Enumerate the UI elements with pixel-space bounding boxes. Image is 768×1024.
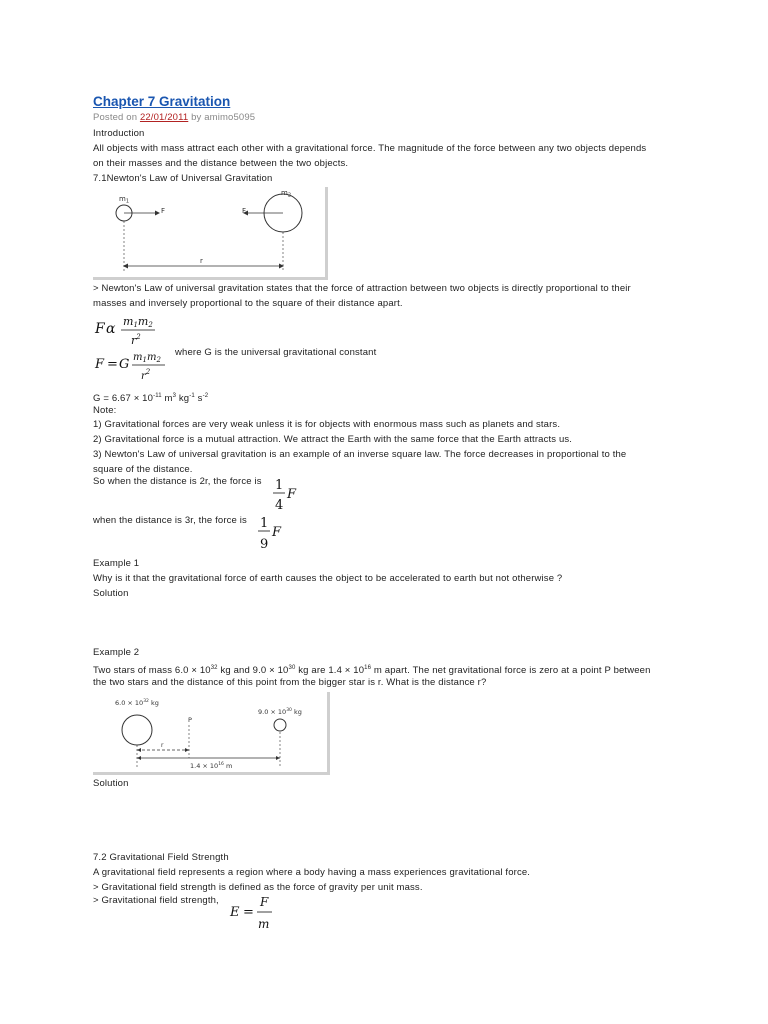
two-masses-diagram (93, 187, 325, 277)
example-1-solution: Solution (93, 588, 129, 599)
g-value: $G = 6.67 \times 10^{-11}$ $m^3$ $kg^{-1}$ $s^{-2}$ (93, 393, 209, 404)
intro-line-1: All objects with mass attract each other with a gravitational force. The magnitude of the force between any two objects depends (93, 143, 647, 154)
small-star-mass-label: $9.0 \times 10^{30}$ kg (258, 708, 302, 716)
field-line-1: A gravitational field represents a region where a body having a mass experiences gravitational force. (93, 867, 531, 878)
proportionality-equation (93, 312, 163, 348)
f-label-right: F (242, 207, 247, 215)
eq1-alpha: α (106, 321, 116, 337)
note-2: 2) Gravitational force is a mutual attraction. We attract the Earth with the same force that the Earth attracts us. (93, 434, 573, 445)
frac2-var: F (272, 525, 282, 540)
post-date-link[interactable]: 22/01/2011 (139, 112, 189, 123)
eq1-f: F (95, 321, 105, 337)
author-link[interactable]: amimo5095 (204, 112, 256, 123)
separation-label: $1.4 \times 10^{16}$ m (190, 762, 233, 770)
by-label: by (191, 112, 202, 123)
eq3-denominator: m (258, 917, 270, 931)
post-meta (93, 112, 255, 124)
note-3a: 3) Newton's Law of universal gravitation is an example of an inverse square law. The force decreases in proportional to the (93, 449, 627, 460)
eq3-numerator: F (260, 895, 269, 909)
f-label-left: F (161, 207, 166, 215)
section-7-1-heading: 7.1Newton's Law of Universal Gravitation (93, 173, 273, 184)
law-line-2: masses and inversely proportional to the square of their distance apart. (93, 298, 403, 309)
eq1-numerator: m1m2 (123, 315, 153, 329)
eq2-f: F (95, 357, 105, 372)
frac2-numerator: 1 (260, 516, 269, 531)
note-heading: Note: (93, 405, 117, 416)
frac1-denominator: 4 (275, 498, 284, 513)
page-title[interactable]: Chapter 7 Gravitation (93, 94, 231, 109)
frac1-numerator: 1 (275, 478, 284, 493)
field-line-2: > Gravitational field strength is defined as the force of gravity per unit mass. (93, 882, 423, 893)
big-star-mass-label: $6.0 \times 10^{32}$ kg (115, 699, 159, 707)
note-1: 1) Gravitational forces are very weak unless it is for objects with enormous mass such as planets and stars. (93, 419, 561, 430)
eq2-denominator: $r^2$ (141, 368, 151, 382)
eq3-equals: = (243, 905, 254, 920)
intro-heading: Introduction (93, 128, 145, 139)
m2-label: $m_2$ (281, 189, 292, 199)
distance-2r-text: So when the distance is 2r, the force is (93, 476, 262, 487)
frac1-var: F (287, 487, 297, 502)
posted-prefix: Posted on (93, 112, 138, 123)
example-1-question: Why is it that the gravitational force of earth causes the object to be accelerated to earth but not otherwise ? (93, 573, 563, 584)
field-strength-equation (228, 892, 278, 934)
frac2-denominator: 9 (260, 537, 269, 552)
point-p-label: P (188, 716, 192, 724)
eq3-e: E (230, 905, 240, 920)
two-stars-figure (93, 692, 330, 775)
r-distance-label: r (161, 742, 164, 749)
r-label: r (200, 257, 203, 265)
distance-3r-text: when the distance is 3r, the force is (93, 515, 247, 526)
example-2-question-line-1: Two stars of mass $6.0 \times 10^{32}$ kg and $9.0 \times 10^{30}$ kg are $1.4 \times 10^{16}$ m apart. The net gravitational force is zero at a point P between (93, 665, 651, 676)
intro-line-2: on their masses and the distance between the two objects. (93, 158, 349, 169)
two-stars-diagram (93, 692, 327, 772)
eq2-equals: = (107, 357, 118, 372)
note-3b: square of the distance. (93, 464, 193, 475)
eq2-g: G (119, 357, 130, 372)
quarter-f-fraction (272, 474, 302, 514)
example-2-solution: Solution (93, 778, 129, 789)
eq1-denominator: $r^2$ (131, 333, 141, 347)
example-2-heading: Example 2 (93, 647, 140, 658)
m1-label: $m_1$ (119, 195, 130, 205)
two-masses-figure (93, 187, 328, 280)
gravitation-equation (93, 346, 173, 384)
eq2-numerator: $m_1m_2$ (133, 352, 161, 364)
law-line-1: > Newton's Law of universal gravitation states that the force of attraction between two objects is directly proportional to their (93, 283, 631, 294)
ninth-f-fraction (257, 512, 287, 554)
field-line-3: > Gravitational field strength, (93, 895, 219, 906)
example-2-question-line-2: the two stars and the distance of this point from the bigger star is r. What is the distance r? (93, 677, 487, 688)
example-1-heading: Example 1 (93, 558, 140, 569)
g-constant-description: where G is the universal gravitational constant (175, 347, 377, 358)
section-7-2-heading: 7.2 Gravitational Field Strength (93, 852, 229, 863)
